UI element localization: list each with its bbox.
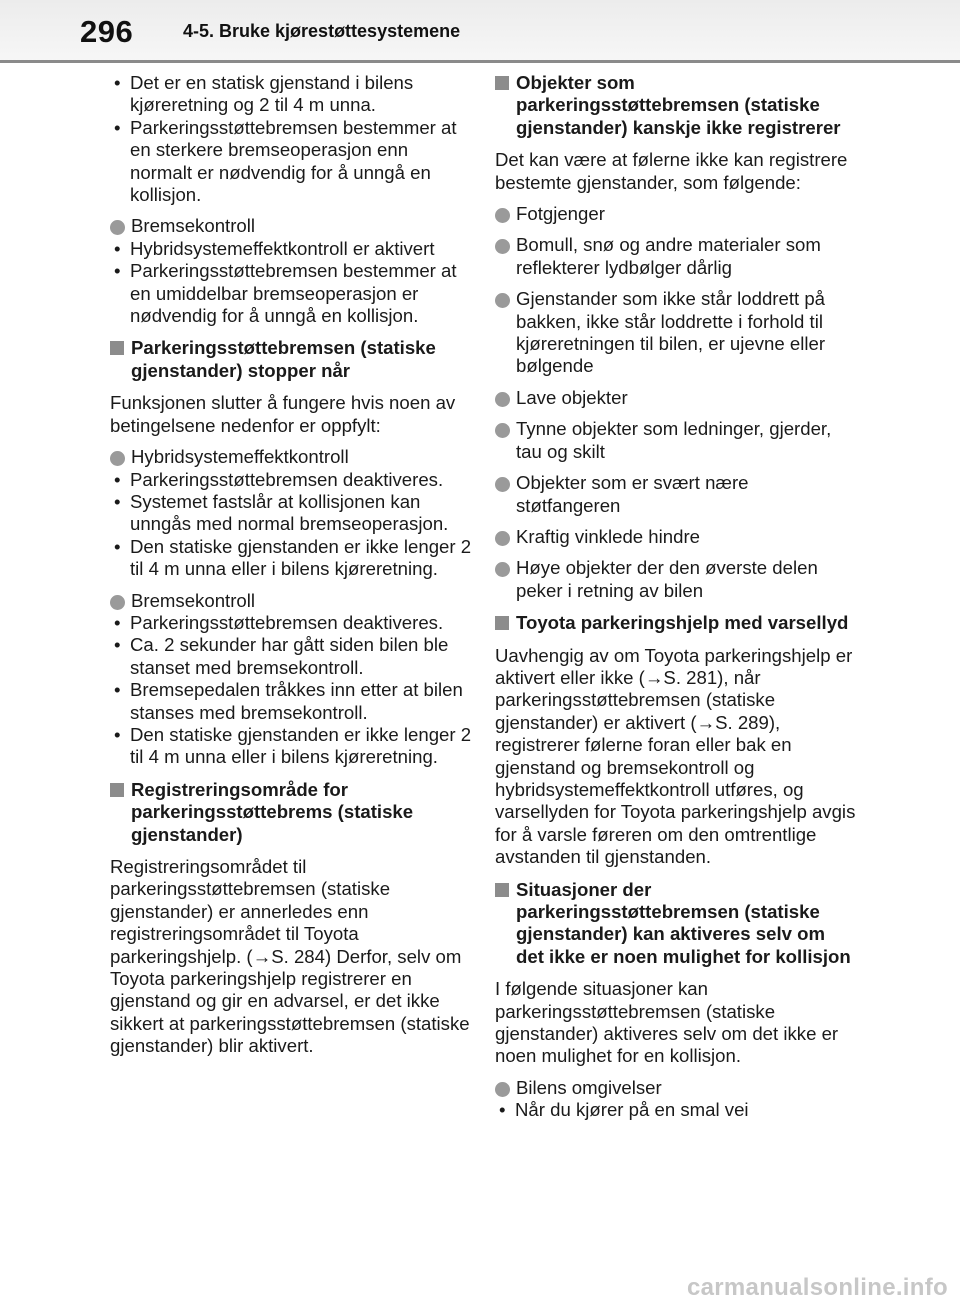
heading-detection-area: Registreringsområde for parkeringsstøttebrems (statiske gjenstander) [110, 779, 472, 846]
bullet-circle-icon [495, 477, 510, 492]
page-number: 296 [80, 14, 134, 49]
dash-item: • Hybridsystemeffektkontroll er aktivert [114, 237, 435, 259]
dash-item: • Bremsepedalen tråkkes inn etter at bilen stanses med bremsekontroll. [114, 679, 463, 723]
heading-undetected-objects: Objekter som parkeringsstøttebremsen (statiske gjenstander) kanskje ikke registrerer [495, 72, 857, 139]
paragraph-buzzer: Uavhengig av om Toyota parkeringshjelp er aktivert eller ikke (→S. 281), når parkeringsstøttebremsen (statiske gjenstander) er aktivert (→S. 289), registrerer følerne foran eller bak en gjenstand og bremsekontroll og hybridsystemeffektkontroll utføres, og varsellyden for Toyota parkeringshjelp avgis for å varsle føreren om den omtrentlige avstanden til gjenstanden. [495, 644, 856, 868]
bullet-circle-icon [110, 451, 125, 466]
page-header [0, 0, 960, 62]
dash-item: • Parkeringsstøttebremsen bestemmer at en sterkere bremseoperasjon enn normalt er nødvendig for å unngå en kollisjon. [114, 116, 457, 206]
heading-square-icon [495, 883, 509, 897]
brake-control-1-list [110, 238, 472, 328]
paragraph-undetected-objects: Det kan være at følerne ikke kan registrere bestemte gjenstander, som følgende: [495, 149, 848, 193]
list-item: Høye objekter der den øverste delen peker i retning av bilen [495, 557, 857, 602]
hybrid-control-list [110, 469, 472, 581]
heading-situations: Situasjoner der parkeringsstøttebremsen (statiske gjenstander) kan aktiveres selv om det ikke er noen mulighet for kollisjon [495, 879, 857, 969]
bullet-brake-control-1: Bremsekontroll [110, 215, 472, 237]
intro-dash-list [110, 72, 472, 206]
bullet-circle-icon [495, 293, 510, 308]
dash-item: • Når du kjører på en smal vei [499, 1099, 749, 1121]
list-item: Fotgjenger [495, 203, 857, 225]
bullet-circle-icon [495, 562, 510, 577]
heading-square-icon [110, 341, 124, 355]
list-item: Lave objekter [495, 387, 857, 409]
bullet-brake-control-2: Bremsekontroll [110, 590, 472, 612]
paragraph-detection-area: Registreringsområdet til parkeringsstøttebremsen (statiske gjenstander) er annerledes enn registreringsområdet til Toyota parkeringshjelp. (→S. 284) Derfor, selv om Toyota parkeringshjelp registrerer en gjenstand og gir en advarsel, er det ikke sikkert at parkeringsstøttebremsen (statiske gjenstander) blir aktivert. [110, 856, 470, 1057]
bullet-circle-icon [495, 208, 510, 223]
bullet-circle-icon [110, 595, 125, 610]
left-column [110, 72, 472, 1058]
section-title: 4-5. Bruke kjørestøttesystemene [183, 21, 461, 41]
paragraph-stops: Funksjonen slutter å fungere hvis noen av betingelsene nedenfor er oppfylt: [110, 392, 456, 436]
paragraph-situations: I følgende situasjoner kan parkeringsstøttebremsen (statiske gjenstander) aktiveres selv om det ikke er noen mulighet for en kollisjon. [495, 978, 839, 1067]
heading-square-icon [495, 616, 509, 630]
dash-item: • Parkeringsstøttebremsen deaktiveres. [114, 611, 444, 633]
heading-stops: Parkeringsstøttebremsen (statiske gjenstander) stopper når [110, 337, 472, 382]
bullet-circle-icon [495, 392, 510, 407]
dash-item: • Det er en statisk gjenstand i bilens kjøreretning og 2 til 4 m unna. [114, 72, 414, 116]
list-item: Objekter som er svært nære støtfangeren [495, 472, 857, 517]
bullet-circle-icon [495, 423, 510, 438]
list-item: Kraftig vinklede hindre [495, 526, 857, 548]
bullet-circle-icon [495, 239, 510, 254]
surroundings-list [495, 1099, 857, 1121]
dash-item: • Den statiske gjenstanden er ikke lenger 2 til 4 m unna eller i bilens kjøreretning. [114, 723, 472, 768]
dash-item: • Systemet fastslår at kollisjonen kan unngås med normal bremseoperasjon. [114, 490, 449, 535]
bullet-circle-icon [495, 1082, 510, 1097]
heading-square-icon [110, 783, 124, 797]
list-item: Tynne objekter som ledninger, gjerder, tau og skilt [495, 418, 857, 463]
dash-item: • Den statiske gjenstanden er ikke lenger 2 til 4 m unna eller i bilens kjøreretning. [114, 535, 472, 580]
header-rule [0, 60, 960, 63]
bullet-surroundings: Bilens omgivelser [495, 1077, 857, 1099]
list-item: Gjenstander som ikke står loddrett på bakken, ikke står loddrette i forhold til kjøreretningen til bilen, er ujevne eller bølgende [495, 288, 857, 378]
dash-item: • Parkeringsstøttebremsen bestemmer at en umiddelbar bremseoperasjon er nødvendig for å unngå en kollisjon. [114, 260, 457, 327]
right-column [495, 72, 857, 1122]
dash-item: • Ca. 2 sekunder har gått siden bilen ble stanset med bremsekontroll. [114, 634, 449, 678]
dash-item: • Parkeringsstøttebremsen deaktiveres. [114, 468, 444, 490]
bullet-circle-icon [495, 531, 510, 546]
heading-buzzer: Toyota parkeringshjelp med varsellyd [495, 612, 857, 634]
list-item: Bomull, snø og andre materialer som reflekterer lydbølger dårlig [495, 234, 857, 279]
watermark: carmanualsonline.info [686, 1274, 948, 1301]
heading-square-icon [495, 76, 509, 90]
bullet-hybrid-control: Hybridsystemeffektkontroll [110, 446, 472, 468]
bullet-circle-icon [110, 220, 125, 235]
brake-control-2-list [110, 612, 472, 769]
